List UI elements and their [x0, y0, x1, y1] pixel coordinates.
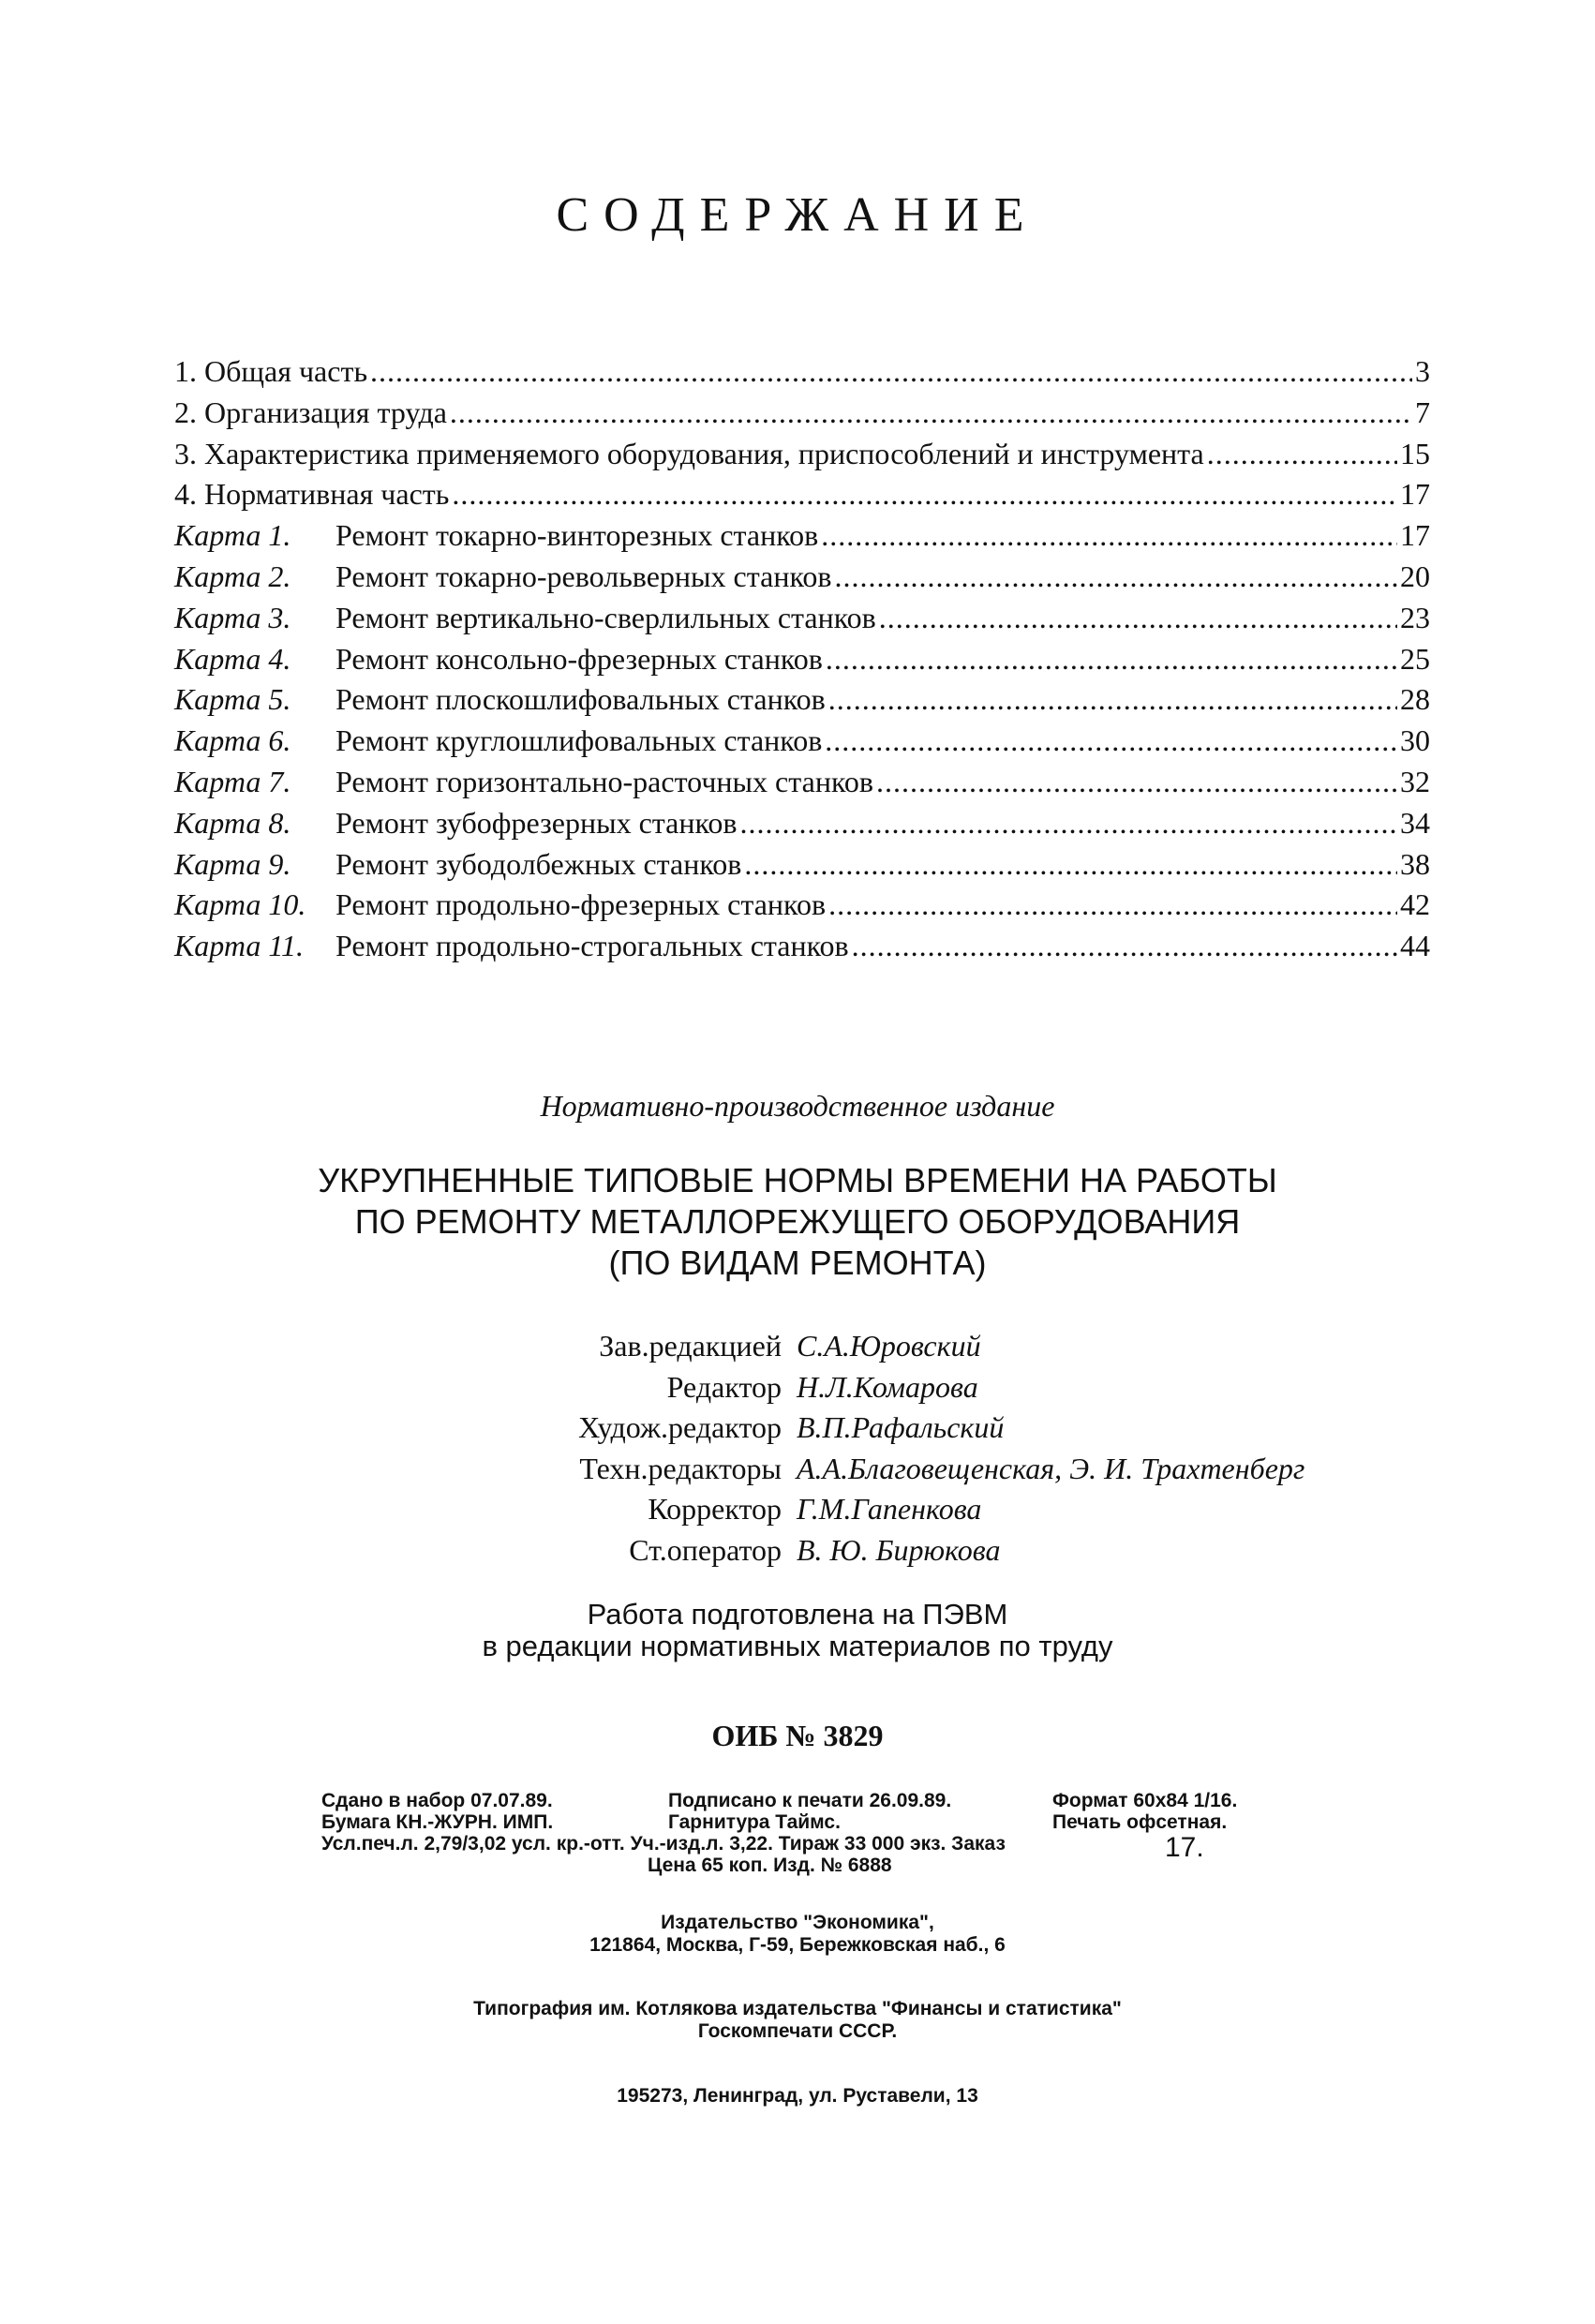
- toc-entry-title: 3. Характеристика применяемого оборудования, приспособлений и инструмента: [174, 436, 1204, 470]
- toc-entry-page: 34: [1400, 805, 1430, 840]
- credit-role: Ст.оператор: [629, 1532, 782, 1567]
- toc-leader-dots: [826, 639, 1397, 680]
- toc-entry-page: 20: [1400, 559, 1430, 593]
- toc-entry: [174, 721, 1430, 762]
- toc-leader-dots: [744, 844, 1397, 886]
- toc-entry-card-number: Карта 3.: [174, 600, 291, 634]
- toc-entry: [174, 434, 1430, 475]
- signed-date: Подписано к печати 26.09.89.: [668, 1790, 952, 1811]
- oib-number: ОИБ № 3829: [711, 1719, 884, 1752]
- toc-leader-dots: [740, 803, 1398, 844]
- preparation-note: [0, 1599, 1595, 1662]
- credit-role: Корректор: [648, 1492, 782, 1527]
- publisher-info: [0, 1912, 1595, 1957]
- printer-info: [0, 1998, 1595, 2043]
- toc-entry-title: Ремонт продольно-фрезерных станков: [335, 887, 827, 922]
- toc-leader-dots: [852, 926, 1397, 967]
- toc-entry-page: 28: [1400, 682, 1430, 717]
- toc-entry-card-number: Карта 5.: [174, 682, 291, 717]
- publisher-address: 121864, Москва, Г-59, Бережковская наб., 6: [589, 1934, 1006, 1956]
- preparation-note-line: в редакции нормативных материалов по труду: [482, 1630, 1113, 1662]
- print-volume: Усл.печ.л. 2,79/3,02 усл. кр.-отт. Уч.-изд.л. 3,22. Тираж 33 000 экз. Заказ: [321, 1833, 1006, 1855]
- credit-role: Худож.редактор: [578, 1410, 782, 1445]
- printer-address: 195273, Ленинград, ул. Руставели, 13: [617, 2085, 978, 2107]
- toc-leader-dots: [825, 721, 1397, 762]
- credit-row: [0, 1530, 1595, 1572]
- toc-entry-title: 2. Организация труда: [174, 395, 447, 429]
- toc-entry-title: Ремонт зубодолбежных станков: [335, 846, 742, 881]
- price: Цена 65 коп. Изд. № 6888: [648, 1855, 892, 1876]
- toc-entry: [174, 679, 1430, 721]
- print-details: [321, 1790, 1296, 1876]
- toc-entry-card-number: Карта 11.: [174, 929, 304, 963]
- toc-entry: [174, 474, 1430, 515]
- print-details-line: [321, 1832, 1296, 1863]
- toc-entry-page: 3: [1415, 354, 1430, 388]
- toc-entry: [174, 557, 1430, 598]
- editorial-credits: [0, 1326, 1595, 1572]
- toc-entry-card-number: Карта 6.: [174, 723, 291, 758]
- table-of-contents: [174, 351, 1430, 967]
- print-details-line: [321, 1790, 1296, 1811]
- printer-authority: Госкомпечати СССР.: [697, 2020, 898, 2042]
- credit-row: [0, 1408, 1595, 1449]
- toc-entry: [174, 351, 1430, 393]
- toc-entry-card-number: Карта 7.: [174, 764, 291, 798]
- toc-leader-dots: [834, 557, 1397, 598]
- credit-name: С.А.Юровский: [797, 1329, 981, 1363]
- printer-name: Типография им. Котлякова издательства "Финансы и статистика": [473, 1998, 1122, 2019]
- toc-entry: [174, 885, 1430, 926]
- toc-entry-title: 4. Нормативная часть: [174, 477, 450, 512]
- toc-leader-dots: [370, 351, 1412, 393]
- preparation-note-line: Работа подготовлена на ПЭВМ: [587, 1598, 1008, 1631]
- toc-entry-card-number: Карта 1.: [174, 518, 291, 553]
- toc-leader-dots: [828, 885, 1397, 926]
- toc-entry: [174, 762, 1430, 803]
- toc-leader-dots: [450, 393, 1412, 434]
- paper-format: Формат 60x84 1/16.: [1052, 1790, 1238, 1811]
- toc-leader-dots: [879, 598, 1397, 639]
- book-title: [0, 1160, 1595, 1284]
- toc-entry-page: 15: [1400, 436, 1430, 470]
- book-title-line: ПО РЕМОНТУ МЕТАЛЛОРЕЖУЩЕГО ОБОРУДОВАНИЯ: [354, 1202, 1241, 1241]
- book-title-line: (ПО ВИДАМ РЕМОНТА): [608, 1244, 987, 1282]
- edition-type: Нормативно-производственное издание: [540, 1089, 1055, 1123]
- toc-entry-card-number: Карта 8.: [174, 805, 291, 840]
- credit-name: В. Ю. Бирюкова: [797, 1532, 1001, 1567]
- toc-entry: [174, 639, 1430, 680]
- toc-leader-dots: [828, 679, 1397, 721]
- credit-row: [0, 1367, 1595, 1408]
- toc-entry-page: 32: [1400, 764, 1430, 798]
- toc-entry: [174, 393, 1430, 434]
- typeset-date: Сдано в набор 07.07.89.: [321, 1790, 553, 1811]
- toc-entry-page: 17: [1400, 518, 1430, 553]
- toc-entry-title: Ремонт горизонтально-расточных станков: [335, 764, 873, 798]
- credit-role: Зав.редакцией: [599, 1329, 782, 1363]
- order-number: 17.: [1165, 1832, 1204, 1863]
- toc-entry-card-number: Карта 2.: [174, 559, 291, 593]
- toc-entry-title: Ремонт зубофрезерных станков: [335, 805, 738, 840]
- credit-name: Н.Л.Комарова: [797, 1369, 978, 1404]
- toc-entry: [174, 844, 1430, 886]
- toc-entry-title: 1. Общая часть: [174, 354, 368, 388]
- publisher-name: Издательство "Экономика",: [661, 1912, 934, 1933]
- toc-entry-title: Ремонт продольно-строгальных станков: [335, 929, 849, 963]
- credit-row: [0, 1326, 1595, 1367]
- toc-entry: [174, 803, 1430, 844]
- print-details-line: [321, 1855, 1296, 1876]
- toc-entry-card-number: Карта 4.: [174, 641, 291, 676]
- toc-entry-title: Ремонт токарно-винторезных станков: [335, 518, 819, 553]
- toc-entry-title: Ремонт консольно-фрезерных станков: [335, 641, 823, 676]
- toc-entry-card-number: Карта 9.: [174, 846, 291, 881]
- toc-entry-page: 17: [1400, 477, 1430, 512]
- toc-entry-page: 30: [1400, 723, 1430, 758]
- toc-entry-page: 7: [1415, 395, 1430, 429]
- toc-entry-page: 44: [1400, 929, 1430, 963]
- toc-leader-dots: [876, 762, 1397, 803]
- toc-entry-page: 42: [1400, 887, 1430, 922]
- credit-row: [0, 1449, 1595, 1490]
- toc-entry-page: 23: [1400, 600, 1430, 634]
- typeface: Гарнитура Таймс.: [668, 1811, 841, 1833]
- toc-entry: [174, 926, 1430, 967]
- toc-leader-dots: [1207, 434, 1397, 475]
- page-title: СОДЕРЖАНИЕ: [556, 188, 1039, 242]
- credit-name: В.П.Рафальский: [797, 1410, 1005, 1445]
- credit-role: Редактор: [666, 1369, 782, 1404]
- paper-type: Бумага КН.-ЖУРН. ИМП.: [321, 1811, 554, 1833]
- printing-method: Печать офсетная.: [1052, 1811, 1228, 1833]
- toc-entry-page: 38: [1400, 846, 1430, 881]
- credit-row: [0, 1489, 1595, 1530]
- toc-leader-dots: [452, 474, 1397, 515]
- toc-entry-page: 25: [1400, 641, 1430, 676]
- toc-entry-title: Ремонт круглошлифовальных станков: [335, 723, 823, 758]
- toc-entry-card-number: Карта 10.: [174, 887, 306, 922]
- credit-role: Техн.редакторы: [579, 1451, 782, 1485]
- toc-entry-title: Ремонт вертикально-сверлильных станков: [335, 600, 876, 634]
- toc-entry: [174, 515, 1430, 557]
- print-details-line: [321, 1811, 1296, 1833]
- toc-entry-title: Ремонт плоскошлифовальных станков: [335, 682, 826, 717]
- toc-entry-title: Ремонт токарно-револьверных станков: [335, 559, 832, 593]
- credit-name: Г.М.Гапенкова: [797, 1492, 982, 1527]
- toc-entry: [174, 598, 1430, 639]
- toc-leader-dots: [821, 515, 1397, 557]
- credit-name: А.А.Благовещенская, Э. И. Трахтенберг: [797, 1451, 1305, 1485]
- book-title-line: УКРУПНЕННЫЕ ТИПОВЫЕ НОРМЫ ВРЕМЕНИ НА РАБОТЫ: [318, 1161, 1277, 1199]
